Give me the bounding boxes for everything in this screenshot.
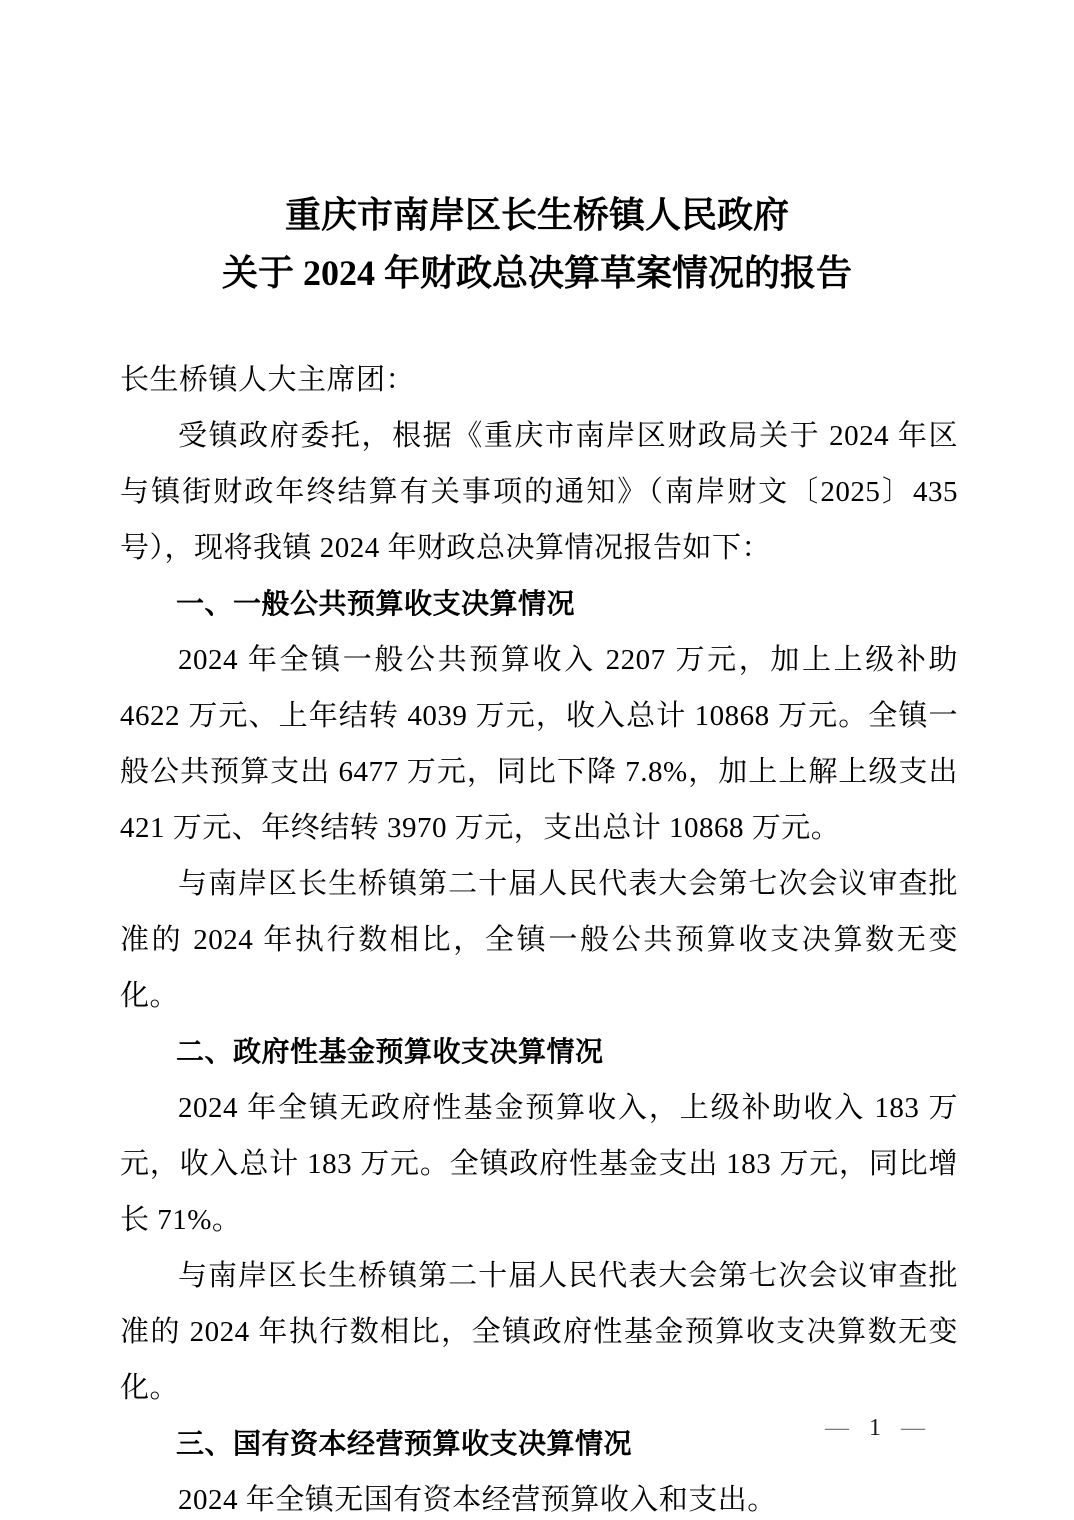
section-3-paragraph-1: 2024 年全镇无国有资本经营预算收入和支出。 — [178, 1484, 777, 1516]
page-number-dash-left: — — [825, 1415, 851, 1441]
page-number-value: 1 — [869, 1415, 883, 1441]
section-1-paragraph-1: 2024 年全镇一般公共预算收入 2207 万元，加上上级补助 4622 万元、上年结转 4039 万元，收入总计 10868 万元。全镇一般公共预算支出 6477 万元，同比下降 7.8%，加上上解上级支出 421 万元、年终结转 3970 万元，支出总计 10868 万元。 — [120, 644, 958, 844]
section-1-heading: 一、一般公共预算收支决算情况 — [176, 588, 576, 619]
document-title-line1: 重庆市南岸区长生桥镇人民政府 — [284, 195, 789, 235]
section-2-paragraph-1: 2024 年全镇无政府性基金预算收入，上级补助收入 183 万元，收入总计 183 万元。全镇政府性基金支出 183 万元，同比增长 71%。 — [120, 1092, 958, 1236]
intro-paragraph: 受镇政府委托，根据《重庆市南岸区财政局关于 2024 年区与镇街财政年终结算有关事项的通知》（南岸财文〔2025〕435 号），现将我镇 2024 年财政总决算情况报告如下： — [120, 420, 958, 564]
salutation: 长生桥镇人大主席团： — [120, 364, 416, 396]
page-number-dash-right: — — [901, 1415, 927, 1441]
document-body — [120, 352, 958, 1520]
section-3-heading: 三、国有资本经营预算收支决算情况 — [176, 1428, 633, 1459]
section-2-paragraph-2: 与南岸区长生桥镇第二十届人民代表大会第七次会议审查批准的 2024 年执行数相比，全镇政府性基金预算收支决算数无变化。 — [120, 1260, 958, 1404]
document-title — [0, 0, 1074, 302]
section-2-heading: 二、政府性基金预算收支决算情况 — [176, 1036, 604, 1067]
document-title-line2: 关于 2024 年财政总决算草案情况的报告 — [221, 253, 852, 293]
section-1-paragraph-2: 与南岸区长生桥镇第二十届人民代表大会第七次会议审查批准的 2024 年执行数相比，全镇一般公共预算收支决算数无变化。 — [120, 868, 958, 1012]
page-number — [825, 1415, 927, 1442]
